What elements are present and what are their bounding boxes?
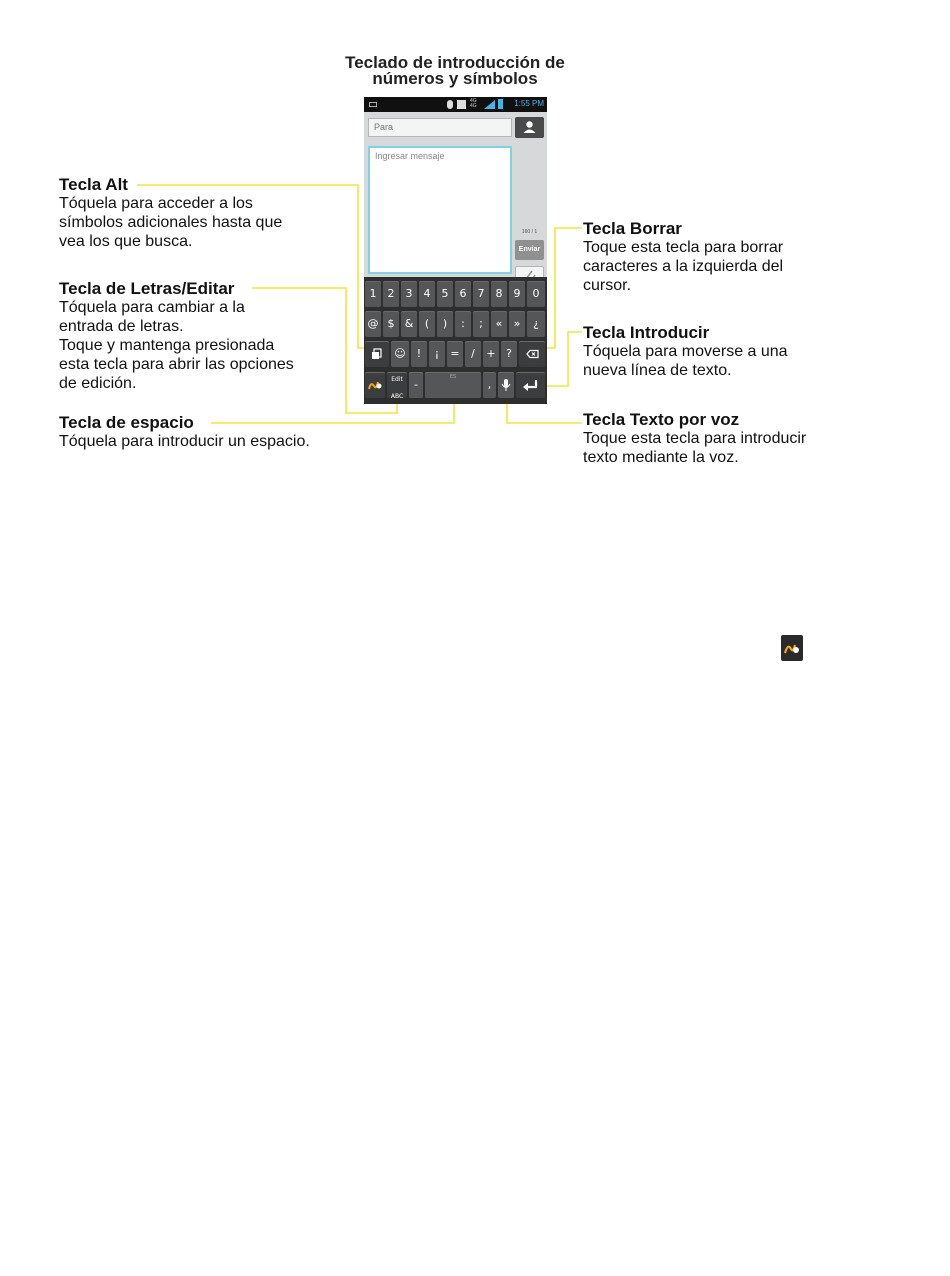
- callout-alt-key: [59, 175, 349, 251]
- message-placeholder: Ingresar mensaje: [375, 151, 445, 161]
- key-8[interactable]: 8: [491, 281, 507, 307]
- character-counter: 160 / 1: [521, 229, 538, 235]
- delete-icon: [519, 341, 545, 367]
- key-exclamation[interactable]: !: [411, 341, 427, 367]
- battery-icon: [498, 99, 503, 109]
- callout-space-key: [59, 413, 379, 451]
- callout-body: Tóquela para cambiar a la entrada de letras. Toque y mantenga presionada esta tecla para abrir las opciones de edición.: [59, 299, 294, 392]
- key-slash[interactable]: /: [465, 341, 481, 367]
- symbols-keyboard: [364, 277, 547, 404]
- key-dash[interactable]: -: [409, 372, 423, 398]
- key-right-guillemet[interactable]: »: [509, 311, 525, 337]
- enter-icon: [516, 372, 545, 398]
- key-inverted-exclamation[interactable]: ¡: [429, 341, 445, 367]
- phone-screenshot: [364, 97, 547, 404]
- key-comma[interactable]: ,: [483, 372, 496, 398]
- callout-delete-key: [583, 219, 853, 295]
- leader-enter: [547, 332, 582, 386]
- key-3[interactable]: 3: [401, 281, 417, 307]
- recipient-placeholder: Para: [374, 122, 394, 132]
- callout-heading: Tecla Borrar: [583, 219, 682, 238]
- key-6[interactable]: 6: [455, 281, 471, 307]
- delete-key[interactable]: [519, 341, 545, 367]
- callout-heading: Tecla de Letras/Editar: [59, 279, 235, 298]
- key-2[interactable]: 2: [383, 281, 399, 307]
- bluetooth-icon: [447, 100, 453, 109]
- alt-key[interactable]: [365, 341, 389, 367]
- alt-key-icon: [365, 341, 389, 367]
- key-inverted-question[interactable]: ¿: [527, 311, 545, 337]
- handwriting-key[interactable]: [365, 372, 385, 398]
- keyboard-notification-icon: [369, 102, 377, 107]
- status-time: 1:55 PM: [514, 99, 544, 108]
- handwriting-icon: [365, 372, 385, 398]
- sim-icon: [457, 100, 466, 109]
- mic-icon: [498, 372, 514, 398]
- key-close-paren[interactable]: ): [437, 311, 453, 337]
- callout-body: Tóquela para acceder a los símbolos adicionales hasta que vea los que busca.: [59, 195, 283, 250]
- key-smiley[interactable]: ☺: [391, 341, 409, 367]
- signal-icon: [484, 100, 495, 109]
- contact-button[interactable]: [515, 117, 544, 138]
- callout-voice-key: [583, 410, 863, 467]
- callout-heading: Tecla de espacio: [59, 413, 194, 432]
- key-1[interactable]: 1: [365, 281, 381, 307]
- callout-body: Toque esta tecla para borrar caracteres a la izquierda del cursor.: [583, 239, 784, 294]
- network-4g-icon: 4G 4G: [470, 98, 477, 109]
- key-7[interactable]: 7: [473, 281, 489, 307]
- key-at[interactable]: @: [365, 311, 381, 337]
- callout-heading: Tecla Texto por voz: [583, 410, 740, 429]
- handwriting-icon: [781, 635, 803, 661]
- key-left-guillemet[interactable]: «: [491, 311, 507, 337]
- space-language-label: ES: [449, 374, 457, 380]
- callout-enter-key: [583, 323, 853, 380]
- abc-label: ABC: [390, 393, 404, 400]
- message-input[interactable]: [368, 146, 512, 274]
- space-key[interactable]: [425, 372, 481, 398]
- key-0[interactable]: 0: [527, 281, 545, 307]
- key-5[interactable]: 5: [437, 281, 453, 307]
- callout-heading: Tecla Introducir: [583, 323, 710, 342]
- voice-input-key[interactable]: [498, 372, 514, 398]
- key-dollar[interactable]: $: [383, 311, 399, 337]
- key-9[interactable]: 9: [509, 281, 525, 307]
- leader-delete: [547, 228, 582, 348]
- send-button[interactable]: Enviar: [515, 240, 544, 260]
- letters-edit-key[interactable]: [387, 372, 407, 398]
- callout-body: Tóquela para introducir un espacio.: [59, 433, 310, 450]
- key-question[interactable]: ?: [501, 341, 517, 367]
- status-bar: [364, 97, 547, 112]
- key-colon[interactable]: :: [455, 311, 471, 337]
- callout-heading: Tecla Alt: [59, 175, 128, 194]
- enter-key[interactable]: [516, 372, 545, 398]
- contact-icon: [515, 117, 544, 138]
- callout-body: Tóquela para moverse a una nueva línea de texto.: [583, 343, 788, 379]
- key-plus[interactable]: +: [483, 341, 499, 367]
- key-ampersand[interactable]: &: [401, 311, 417, 337]
- recipient-input[interactable]: [368, 118, 512, 137]
- message-compose-area: [364, 112, 547, 277]
- edit-label: Edit: [391, 376, 403, 383]
- page-title: Teclado de introducción de números y símbolos: [345, 53, 565, 88]
- key-equals[interactable]: =: [447, 341, 463, 367]
- key-open-paren[interactable]: (: [419, 311, 435, 337]
- key-semicolon[interactable]: ;: [473, 311, 489, 337]
- callout-letters-key: [59, 279, 349, 393]
- key-4[interactable]: 4: [419, 281, 435, 307]
- callout-body: Toque esta tecla para introducir texto mediante la voz.: [583, 430, 807, 466]
